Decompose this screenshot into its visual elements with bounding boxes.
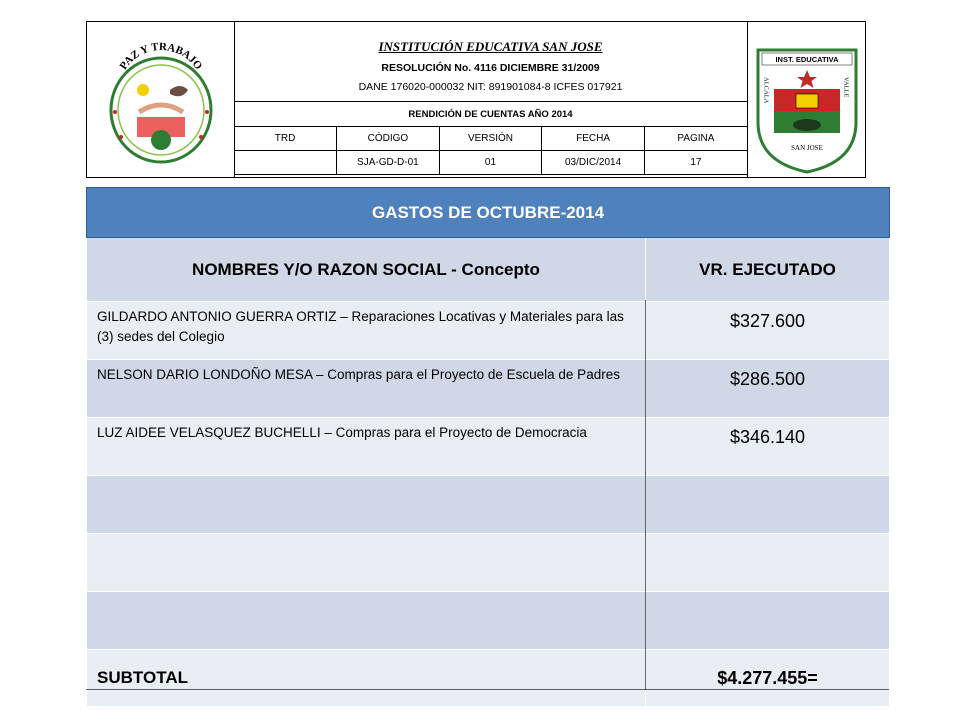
meta-header-fecha: FECHA: [542, 127, 645, 151]
row-description: [87, 592, 646, 650]
svg-text:ALCALA: ALCALA: [762, 77, 770, 104]
row-amount: [646, 534, 890, 592]
expenses-table: [86, 187, 890, 707]
table-row: [87, 302, 890, 360]
column-header-row: [87, 238, 890, 302]
row-description: NELSON DARIO LONDOÑO MESA – Compras para el Proyecto de Escuela de Padres: [87, 360, 646, 418]
table-row: [87, 534, 890, 592]
table-row: [87, 592, 890, 650]
document-meta-table: [234, 127, 747, 175]
column-divider: [645, 300, 646, 690]
left-logo-cell: [87, 22, 235, 177]
right-logo-cell: [747, 22, 866, 177]
meta-value-pagina: 17: [644, 151, 747, 175]
row-description: LUZ AIDEE VELASQUEZ BUCHELLI – Compras para el Proyecto de Democracia: [87, 418, 646, 476]
row-description: GILDARDO ANTONIO GUERRA ORTIZ – Reparaciones Locativas y Materiales para las (3) sedes del Colegio: [87, 302, 646, 360]
table-title-row: [87, 188, 890, 238]
resolution-line: RESOLUCIÓN No. 4116 DICIEMBRE 31/2009: [381, 62, 600, 74]
meta-value-row: [234, 151, 747, 175]
subtotal-label: SUBTOTAL: [87, 650, 646, 707]
svg-text:VALLE: VALLE: [842, 77, 850, 98]
meta-header-trd: TRD: [234, 127, 337, 151]
meta-header-codigo: CÓDIGO: [337, 127, 440, 151]
svg-text:SAN JOSE: SAN JOSE: [791, 144, 823, 152]
table-row: [87, 476, 890, 534]
row-amount: $286.500: [646, 360, 890, 418]
row-amount: $327.600: [646, 302, 890, 360]
row-description: [87, 476, 646, 534]
column-header-name: NOMBRES Y/O RAZON SOCIAL - Concepto: [87, 238, 646, 302]
dane-line: DANE 176020-000032 NIT: 891901084-8 ICFES 017921: [358, 81, 623, 93]
row-amount: [646, 592, 890, 650]
meta-value-trd: [234, 151, 337, 175]
meta-header-row: [234, 127, 747, 151]
paz-y-trabajo-seal-icon: [87, 22, 234, 177]
institution-name: INSTITUCIÓN EDUCATIVA SAN JOSE: [378, 39, 603, 54]
report-title: RENDICIÓN DE CUENTAS AÑO 2014: [234, 101, 747, 127]
school-shield-icon: [748, 22, 866, 177]
row-description: [87, 534, 646, 592]
meta-header-version: VERSIÓN: [439, 127, 542, 151]
table-row: [87, 360, 890, 418]
meta-value-codigo: SJA-GD-D-01: [337, 151, 440, 175]
bottom-rule: [86, 689, 889, 690]
column-header-value: VR. EJECUTADO: [646, 238, 890, 302]
subtotal-value: $4.277.455=: [646, 650, 890, 707]
meta-value-fecha: 03/DIC/2014: [542, 151, 645, 175]
meta-value-version: 01: [439, 151, 542, 175]
table-row: [87, 418, 890, 476]
row-amount: [646, 476, 890, 534]
subtotal-row: [87, 650, 890, 707]
svg-text:PAZ Y TRABAJO: PAZ Y TRABAJO: [117, 40, 205, 73]
table-title: GASTOS DE OCTUBRE-2014: [87, 188, 890, 238]
document-header: [86, 21, 866, 178]
svg-text:INST. EDUCATIVA: INST. EDUCATIVA: [775, 55, 839, 64]
row-amount: $346.140: [646, 418, 890, 476]
meta-header-pagina: PAGINA: [644, 127, 747, 151]
header-info: [234, 22, 747, 177]
